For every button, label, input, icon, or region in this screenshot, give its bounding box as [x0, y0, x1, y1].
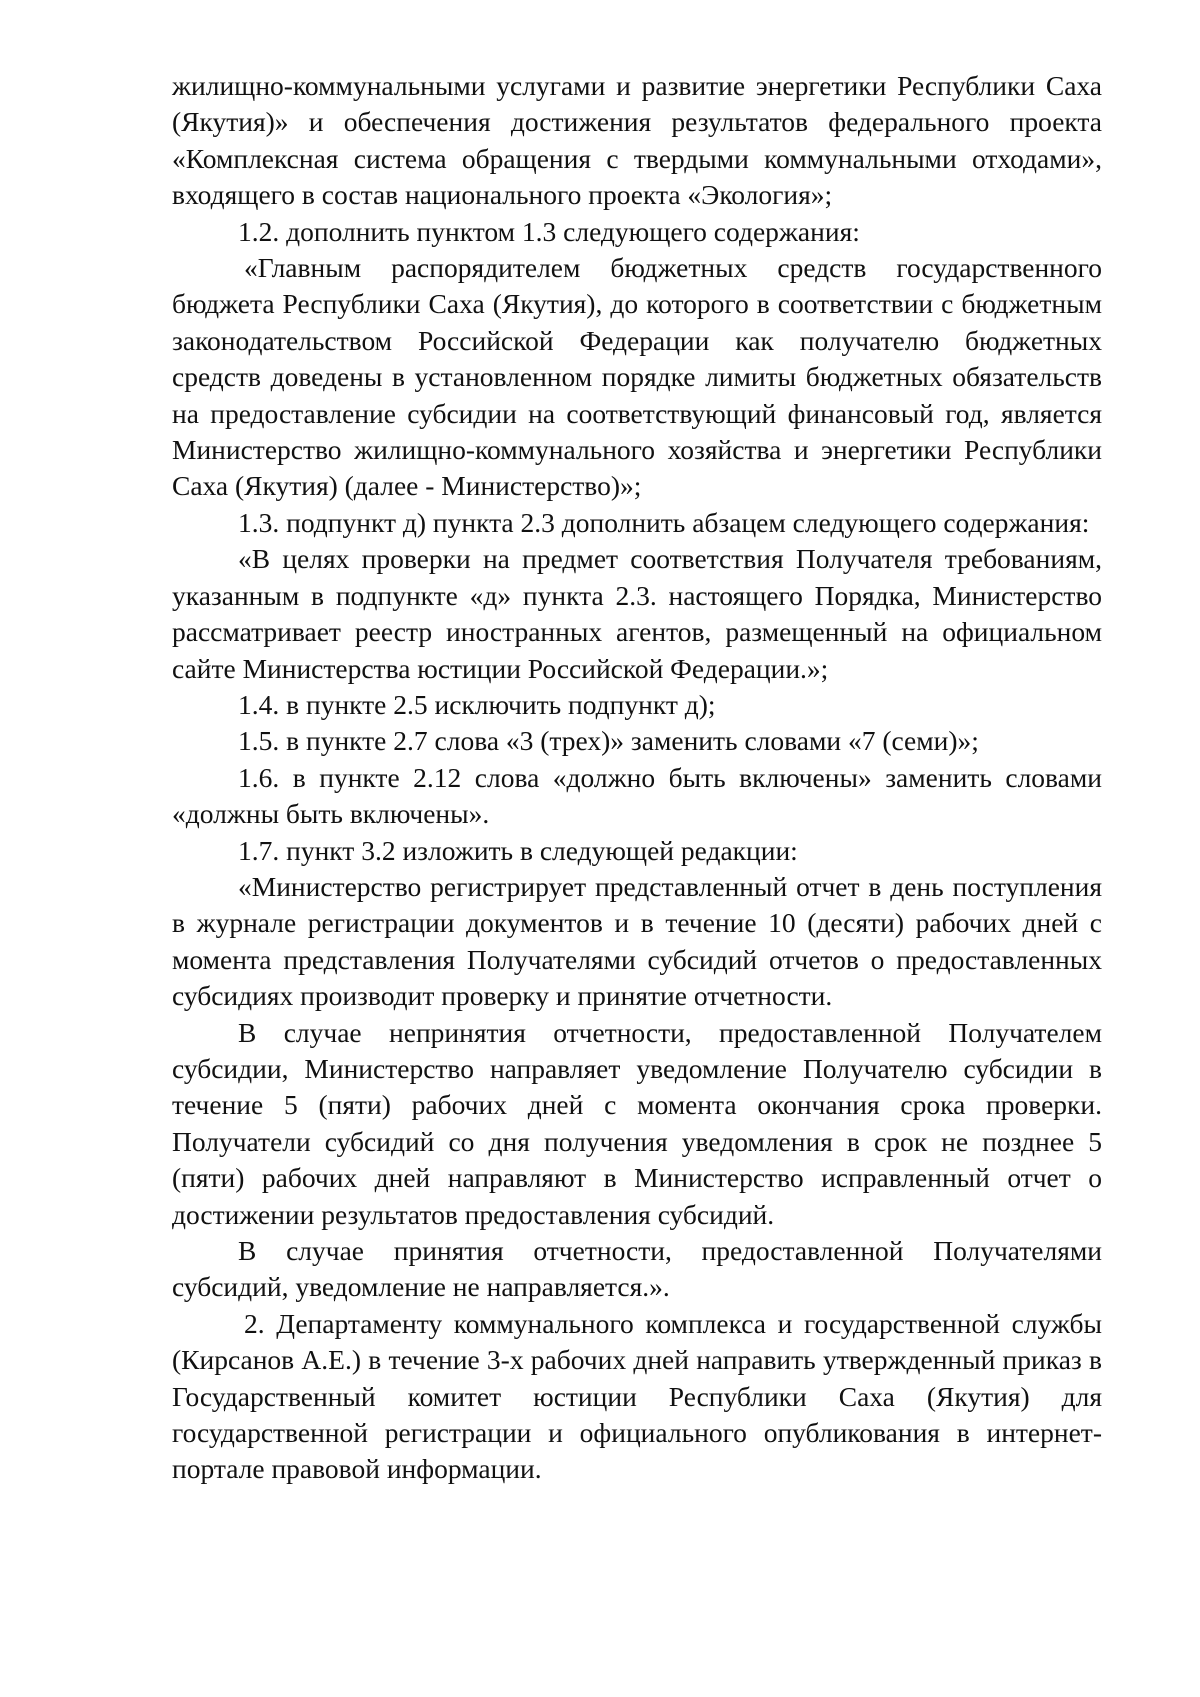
paragraph-2: 2. Департаменту коммунального комплекса и государственной службы (Кирсанов А.Е.) в течение 3-х рабочих дней направить утвержденный приказ в Государственный комитет юстиции Республики Саха (Якутия) для государственной регистрации и официального опубликования в интернет-портале правовой информации. [172, 1307, 1102, 1485]
paragraph-non-acceptance: В случае непринятия отчетности, предоставленной Получателем субсидии, Министерство направляет уведомление Получателю субсидии в течение 5 (пяти) рабочих дней с момента окончания срока проверки. Получатели субсидий со дня получения уведомления в срок не позднее 5 (пяти) рабочих дней направляют в Министерство исправленный отчет о достижении результатов предоставления субсидий. [172, 1016, 1102, 1230]
paragraph-1-4: 1.4. в пункте 2.5 исключить подпункт д); [238, 688, 716, 720]
paragraph-1-7-quote: «Министерство регистрирует представленный отчет в день поступления в журнале регистрации документов и в течение 10 (десяти) рабочих дней с момента представления Получателями субсидий отчетов о предоставленных субсидиях производит проверку и принятие отчетности. [172, 870, 1102, 1012]
paragraph-1-2: 1.2. дополнить пунктом 1.3 следующего содержания: [238, 215, 860, 247]
paragraph-acceptance: В случае принятия отчетности, предоставленной Получателями субсидий, уведомление не направляется.». [172, 1235, 1102, 1303]
paragraph-1-2-quote: «Главным распорядителем бюджетных средств государственного бюджета Республики Саха (Якутия), до которого в соответствии с бюджетным законодательством Российской Федерации как получателю бюджетных средств доведены в установленном порядке лимиты бюджетных обязательств на предоставление субсидии на соответствующий финансовый год, является Министерство жилищно-коммунального хозяйства и энергетики Республики Саха (Якутия) (далее - Министерство)»; [172, 252, 1102, 502]
paragraph-1-3: 1.3. подпункт д) пункта 2.3 дополнить абзацем следующего содержания: [238, 506, 1090, 538]
paragraph-continuation: жилищно-коммунальными услугами и развитие энергетики Республики Саха (Якутия)» и обеспечения достижения результатов федерального проекта «Комплексная система обращения с твердыми коммунальными отходами», входящего в состав национального проекта «Экология»; [172, 70, 1102, 211]
document-page [172, 68, 1102, 1488]
paragraph-1-6: 1.6. в пункте 2.12 слова «должно быть включены» заменить словами «должны быть включены». [172, 761, 1102, 830]
paragraph-1-7: 1.7. пункт 3.2 изложить в следующей редакции: [238, 834, 798, 866]
paragraph-1-3-quote: «В целях проверки на предмет соответствия Получателя требованиям, указанным в подпункте «д» пункта 2.3. настоящего Порядка, Министерство рассматривает реестр иностранных агентов, размещенный на официальном сайте Министерства юстиции Российской Федерации.»; [172, 543, 1102, 684]
paragraph-1-5: 1.5. в пункте 2.7 слова «3 (трех)» заменить словами «7 (семи)»; [238, 725, 979, 757]
